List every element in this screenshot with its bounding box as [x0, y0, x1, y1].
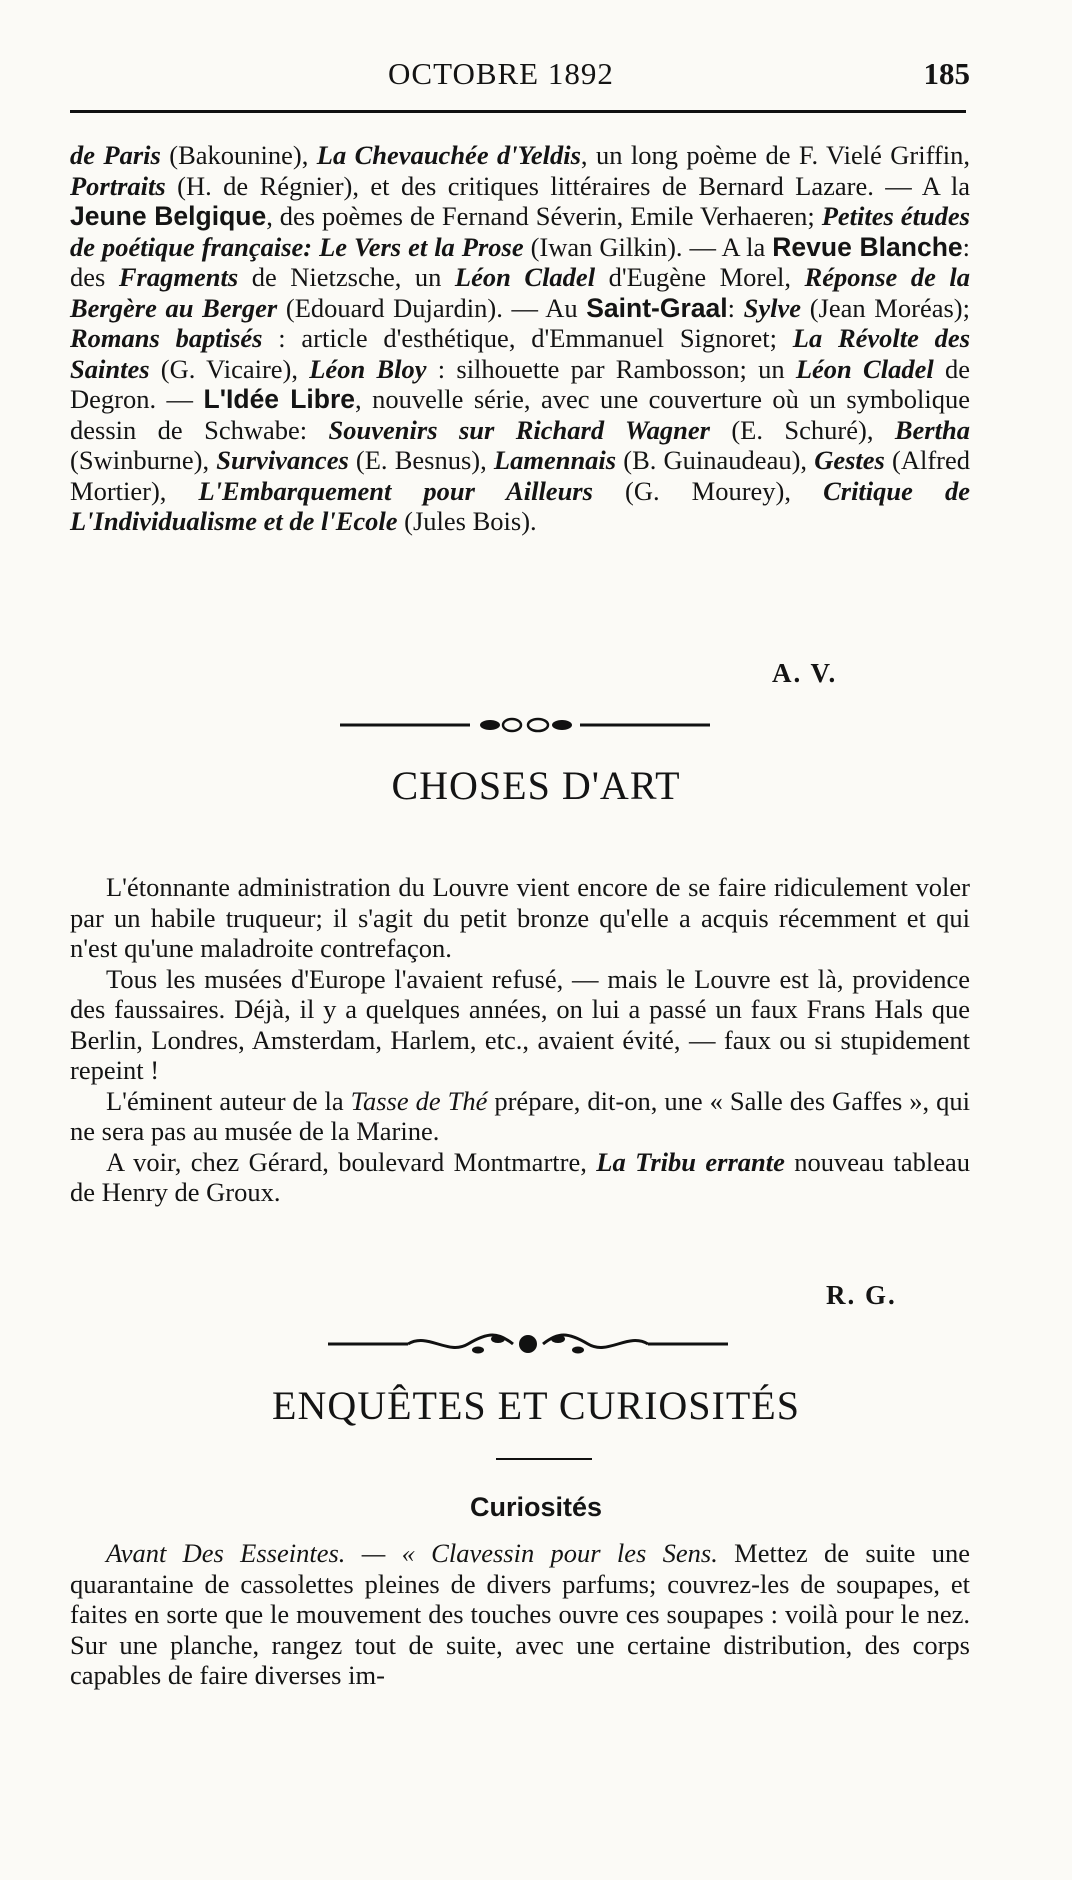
title-ref: La Chevauchée d'Yeldis [316, 140, 581, 170]
title-ref: Souvenirs sur Richard Wagner [328, 414, 710, 445]
enquetes-body [70, 1538, 970, 1738]
review-name: Revue Blanche [772, 231, 963, 262]
text-run: (H. de Régnier), et des critiques littéraires de Bernard Lazare. — A la [165, 170, 970, 201]
text-run: de Nietzsche, un [238, 262, 455, 292]
choses-signature: R. G. [826, 1280, 897, 1310]
title-ref: Petites études de poétique française: Le Vers et la Prose [70, 201, 970, 262]
text-run: (Jules Bois). [397, 506, 537, 536]
title-ref: de Paris [70, 140, 161, 170]
text-run: L'éminent auteur de la [106, 1085, 351, 1116]
text-run: de Degron. — [70, 353, 970, 414]
subheading-curiosites: Curiosités [469, 1492, 603, 1522]
section-title-enquetes: ENQUÊTES ET CURIOSITÉS [272, 1383, 800, 1428]
text-run: , un long poème de F. Vielé Griffin, [580, 140, 970, 170]
review-name: Jeune Belgique [70, 201, 267, 231]
text-run: (E. Schuré), [709, 414, 895, 445]
text-run: d'Eugène Morel, [595, 262, 805, 292]
text-run: , nouvelle série, avec une couverture où un symbolique dessin de Schwabe: [70, 384, 971, 445]
text-run: , des poèmes de Fernand Séverin, Emile Verhaeren; [266, 201, 822, 231]
title-ref: Critique de L'Individualisme et de l'Ecole [70, 475, 970, 536]
running-header [70, 52, 970, 102]
text-run: (Swinburne), [70, 445, 217, 475]
title-ref: L'Embarquement pour Ailleurs [198, 475, 593, 506]
text-run: (Iwan Gilkin). — A la [523, 231, 773, 262]
title-ref: La Révolte des Saintes [70, 323, 971, 384]
text-run: : [727, 292, 744, 323]
running-header-date: OCTOBRE 1892 [388, 56, 614, 91]
text-run: (Bakounine), [160, 140, 317, 170]
text-run: A voir, chez Gérard, boulevard Montmartre, [106, 1146, 597, 1177]
header-rule [70, 110, 966, 113]
title-ref: Lamennais [493, 445, 617, 475]
choses-paragraph-1: L'étonnante administration du Louvre vient encore de se faire ridiculement voler par un habile truqueur; il s'agit du petit bronze qu'elle a acquis récemment et qui n'est qu'une maladroite contrefaçon. [70, 872, 970, 963]
revues-text [70, 140, 970, 537]
title-ref: Portraits [70, 170, 166, 201]
choses-paragraph-2: Tous les musées d'Europe l'avaient refusé, — mais le Louvre est là, providence des faussaires. Déjà, il y a quelques années, on lui a passé un faux Frans Hals que Berlin, Londres, Amsterdam, Harlem, etc., avaient évité, — faux ou si stupidement repeint ! [70, 963, 970, 1085]
text-run: Mettez de suite une quarantaine de cassolettes pleines de divers parfums; couvrez-les de soupapes, et faites en sorte que le mouvement des touches ouvre ces soupapes : voilà pour le nez. Sur une planche, rangez tout de suite, avec une certaine distribution, des corps capables de faire diverses im- [70, 1538, 970, 1690]
title-ref: La Tribu errante [596, 1146, 785, 1177]
choses-paragraph-4 [70, 1147, 970, 1208]
text-run: (B. Guinaudeau), [616, 445, 815, 475]
title-ref: Avant Des Esseintes. — « Clavessin pour les Sens. [106, 1538, 718, 1568]
title-ref: Réponse de la Bergère au Berger [70, 262, 970, 323]
text-run: : silhouette par Rambosson; un [426, 353, 796, 384]
title-ref: Léon Cladel [795, 353, 934, 384]
title-ref: Fragments [118, 262, 239, 292]
text-run: (Jean Moréas); [801, 292, 970, 323]
review-name: L'Idée Libre [203, 384, 356, 414]
text-run: nouveau tableau de Henry de Groux. [70, 1146, 970, 1207]
title-ref: Léon Bloy [309, 353, 427, 384]
text-run: (G. Vicaire), [149, 353, 310, 384]
title-ref: Bertha [894, 414, 970, 445]
text-run: : des [70, 231, 970, 292]
revues-signature: A. V. [772, 658, 838, 688]
title-ref: Romans baptisés [70, 323, 263, 353]
title-ref: Gestes [814, 445, 885, 475]
title-ref: Survivances [216, 445, 349, 475]
choses-paragraph-3 [70, 1086, 970, 1147]
enquetes-paragraph-1 [70, 1538, 970, 1691]
review-name: Saint-Graal [586, 292, 728, 323]
short-rule [496, 1458, 592, 1460]
text-run: prépare, dit-on, une « Salle des Gaffes », qui ne sera pas au musée de la Marine. [70, 1085, 970, 1146]
title-ref: Sylve [743, 292, 802, 323]
choses-dart-body [70, 872, 970, 1282]
text-run: (G. Mourey), [592, 475, 824, 506]
text-run: (Alfred Mortier), [70, 445, 970, 506]
ornament-divider [340, 715, 710, 735]
text-run: (E. Besnus), [348, 445, 494, 475]
revues-paragraph [70, 140, 970, 660]
section-title-choses-dart: CHOSES D'ART [391, 763, 681, 808]
title-ref: Tasse de Thé [350, 1085, 488, 1116]
ornament-divider-floral [328, 1330, 728, 1358]
title-ref: Léon Cladel [454, 262, 596, 292]
text-run: : article d'esthétique, d'Emmanuel Signoret; [262, 323, 793, 353]
page-number: 185 [923, 56, 970, 91]
text-run: (Edouard Dujardin). — Au [277, 292, 587, 323]
